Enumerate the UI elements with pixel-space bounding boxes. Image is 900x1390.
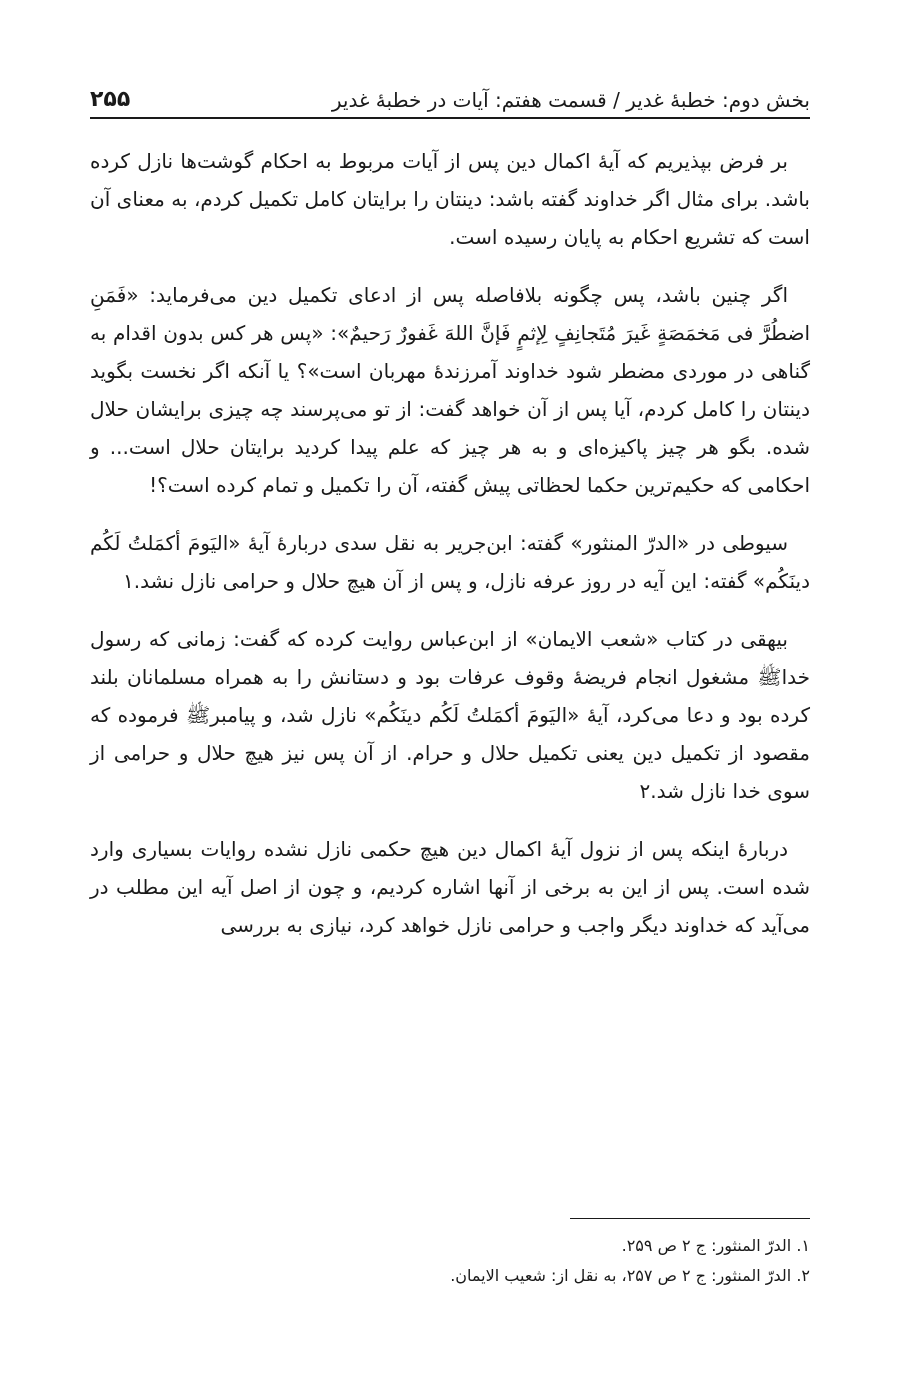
book-page <box>90 0 810 1390</box>
footnote-rule <box>570 1218 810 1219</box>
paragraph-2: اگر چنین باشد، پس چگونه بلافاصله پس از ادعای تکمیل دین می‌فرماید: «فَمَنِ اضطُرَّ فی مَخمَصَةٍ غَیرَ مُتَجانِفٍ لِإثمٍ فَإنَّ اللهَ غَفورٌ رَحیمٌ»: «پس هر کس بدون اقدام به گناهی در موردی مضطر شود خداوند آمرزندهٔ مهربان است»؟ یا آنکه اگر نخست بگوید دینتان را کامل کردم، آیا پس از آن خواهد گفت: از تو می‌پرسند چه چیزی برایشان حلال شده. بگو هر چیز پاکیزه‌ای و به هر چیز که علم پیدا کردید برایتان حلال است... و احکامی که حکیم‌ترین حکما لحظاتی پیش گفته، آن را تکمیل و تمام کرده است؟! <box>90 283 810 497</box>
paragraph-5: دربارهٔ اینکه پس از نزول آیهٔ اکمال دین هیچ حکمی نازل نشده روایات بسیاری وارد شده است. پس از این به برخی از آنها اشاره کردیم، و چون از اصل آیه این مطلب در می‌آید که خداوند دیگر واجب و حرامی نازل خواهد کرد، نیازی به بررسی <box>90 837 810 937</box>
page-number: ۲۵۵ <box>90 87 131 112</box>
header-rule <box>90 117 810 119</box>
page-header <box>90 72 810 112</box>
paragraph-4: بیهقی در کتاب «شعب الایمان» از ابن‌عباس روایت کرده که گفت: زمانی که رسول خداﷺ مشغول انجام فریضهٔ وقوف عرفات بود و دستانش را به همراه مسلمانان بلند کرده بود و دعا می‌کرد، آیهٔ «الیَومَ أکمَلتُ لَکُم دینَکُم» نازل شد، و پیامبرﷺ فرموده که مقصود از تکمیل دین یعنی تکمیل حلال و حرام. از آن پس نیز هیچ حلال و حرامی از سوی خدا نازل شد.۲ <box>90 627 810 803</box>
footnote-2: ۲. الدرّ المنثور: ج ۲ ص ۲۵۷، به نقل از: شعیب الایمان. <box>450 1266 810 1285</box>
paragraph-1: بر فرض بپذیریم که آیهٔ اکمال دین پس از آیات مربوط به احکام گوشت‌ها نازل کرده باشد. برای مثال اگر خداوند گفته باشد: دینتان را برایتان کامل تکمیل کردم، به معنای آن است که تشریع احکام به پایان رسیده است. <box>90 149 810 249</box>
body-text <box>90 142 810 964</box>
footnotes <box>90 1218 810 1291</box>
footnote-1: ۱. الدرّ المنثور: ج ۲ ص ۲۵۹. <box>621 1236 810 1255</box>
running-head: بخش دوم: خطبهٔ غدیر / قسمت هفتم: آیات در خطبهٔ غدیر <box>331 88 810 112</box>
paragraph-3: سیوطی در «الدرّ المنثور» گفته: ابن‌جریر به نقل سدی دربارهٔ آیهٔ «الیَومَ أکمَلتُ لَکُم دینَکُم» گفته: این آیه در روز عرفه نازل، و پس از آن هیچ حلال و حرامی نازل نشد.۱ <box>90 531 810 593</box>
